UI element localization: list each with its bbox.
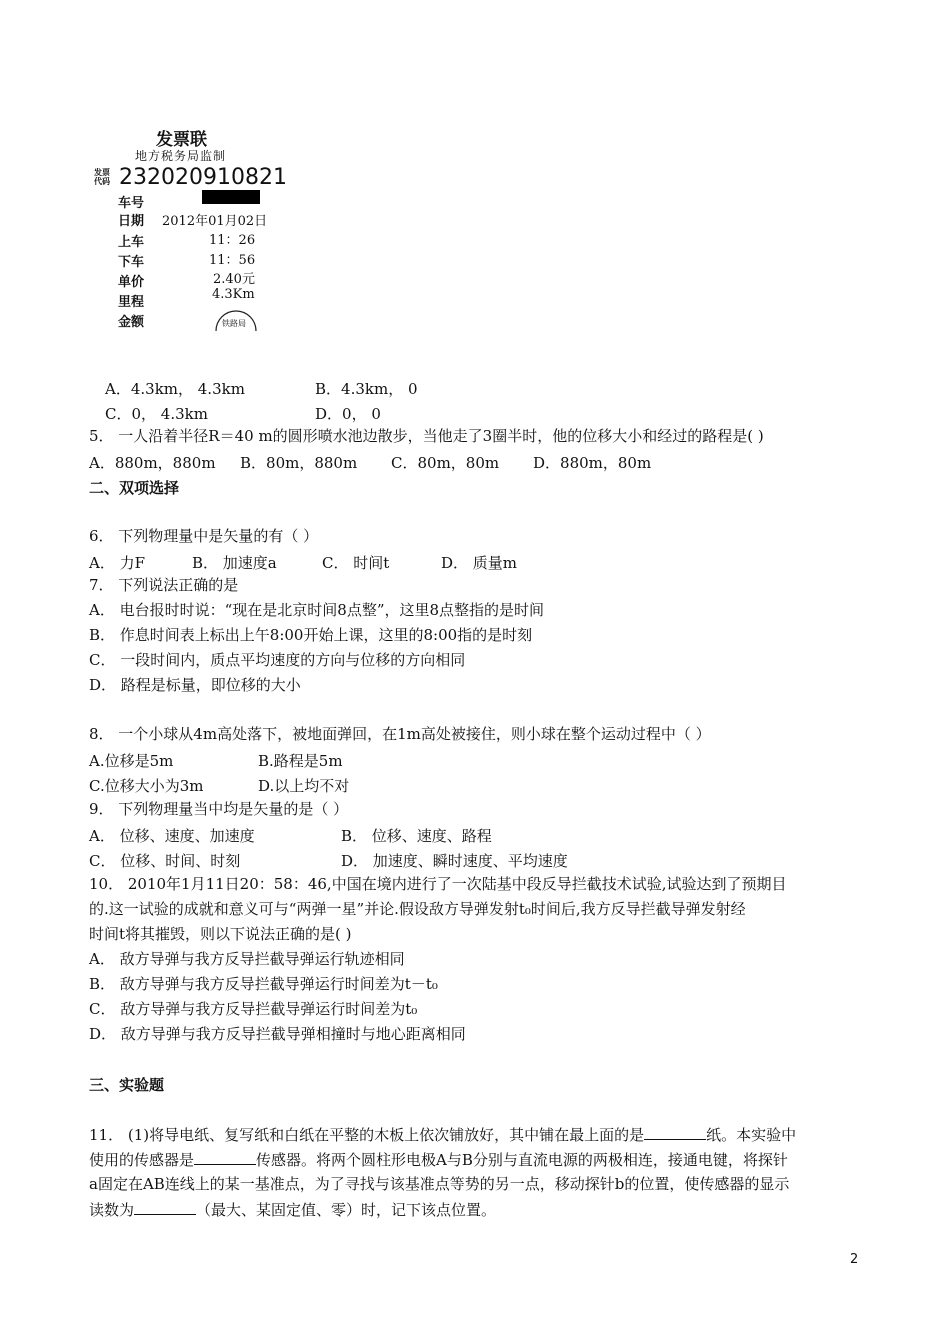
q5-option-d: D．880m，80m <box>533 454 652 472</box>
answer-blank[interactable] <box>134 1200 196 1215</box>
q10-option-b: B． 敌方导弹与我方反导拦截导弹运行时间差为t－t₀ <box>89 975 438 993</box>
q8-option-b: B.路程是5m <box>258 752 343 770</box>
q9-option-b: B． 位移、速度、路程 <box>341 827 492 845</box>
q4-option-a: A．4.3km， 4.3km <box>105 380 245 398</box>
q5-option-c: C．80m，80m <box>391 454 500 472</box>
q10-option-d: D． 敌方导弹与我方反导拦截导弹相撞时与地心距离相同 <box>89 1025 466 1043</box>
receipt-row-value: 2.40元 <box>213 272 255 287</box>
q8-option-c: C.位移大小为3m <box>89 777 204 795</box>
q8-stem: 8． 一个小球从4m高处落下，被地面弹回，在1m高处被接住，则小球在整个运动过程中（ ） <box>89 725 711 743</box>
q4-option-d: D．0， 0 <box>315 405 381 423</box>
q11-line-2: 使用的传感器是 传感器。将两个圆柱形电极A与B分别与直流电源的两极相连，接通电键，将探针 <box>89 1151 788 1169</box>
answer-blank[interactable] <box>194 1150 256 1165</box>
stamp-text: 铁路局 <box>222 319 246 328</box>
redacted-plate-block <box>202 190 260 204</box>
q11-line-1: 11． (1)将导电纸、复写纸和白纸在平整的木板上依次铺放好，其中铺在最上面的是 纸。本实验中 <box>89 1126 797 1144</box>
q6-stem: 6． 下列物理量中是矢量的有（ ） <box>89 527 319 545</box>
q7-option-c: C． 一段时间内，质点平均速度的方向与位移的方向相同 <box>89 651 466 669</box>
receipt-row-label: 日期 <box>118 214 145 229</box>
q4-option-c: C．0， 4.3km <box>105 405 208 423</box>
receipt-row-label: 车号 <box>118 196 145 211</box>
q9-stem: 9． 下列物理量当中均是矢量的是（ ） <box>89 800 349 818</box>
q7-stem: 7． 下列说法正确的是 <box>89 576 239 594</box>
receipt-row-label: 上车 <box>118 235 145 250</box>
receipt-row-label: 单价 <box>118 275 145 290</box>
q8-option-a: A.位移是5m <box>89 752 174 770</box>
q7-option-d: D． 路程是标量，即位移的大小 <box>89 676 301 694</box>
receipt-row-value: 2012年01月02日 <box>162 214 268 229</box>
page-number: 2 <box>850 1252 859 1267</box>
q6-option-b: B． 加速度a <box>192 554 277 572</box>
q7-option-b: B． 作息时间表上标出上午8:00开始上课，这里的8:00指的是时刻 <box>89 626 533 644</box>
q6-option-d: D． 质量m <box>441 554 518 572</box>
q5-stem: 5． 一人沿着半径R＝40 m的圆形喷水池边散步，当他走了3圈半时，他的位移大小和经过的路程是( ) <box>89 427 764 445</box>
receipt-row-value: 11：56 <box>209 253 256 268</box>
receipt-code-label: 发票 代码 <box>94 167 110 186</box>
q7-option-a: A． 电台报时时说：“现在是北京时间8点整”，这里8点整指的是时间 <box>89 601 545 619</box>
q10-option-a: A． 敌方导弹与我方反导拦截导弹运行轨迹相同 <box>89 950 405 968</box>
q9-option-a: A． 位移、速度、加速度 <box>89 827 255 845</box>
q8-option-d: D.以上均不对 <box>258 777 350 795</box>
receipt-row-value: 4.3Km <box>212 287 255 302</box>
receipt-code-number: 232020910821 <box>119 165 287 190</box>
receipt-title: 发票联 <box>156 130 207 150</box>
q5-option-b: B．80m，880m <box>240 454 358 472</box>
stamp-seal <box>213 306 259 332</box>
receipt-row-label: 下车 <box>118 255 145 270</box>
section-heading: 二、双项选择 <box>89 479 180 497</box>
q11-line-4: 读数为 （最大、某固定值、零）时，记下该点位置。 <box>89 1201 497 1219</box>
q10-stem-line-2: 的.这一试验的成就和意义可与“两弹一星”并论.假设敌方导弹发射t₀时间后,我方反导拦截导弹发射经 <box>89 900 746 918</box>
receipt-row-label: 金额 <box>118 315 145 330</box>
q5-option-a: A．880m，880m <box>89 454 216 472</box>
q10-option-c: C． 敌方导弹与我方反导拦截导弹运行时间差为t₀ <box>89 1000 418 1018</box>
q11-line-3: a固定在AB连线上的某一基准点，为了寻找与该基准点等势的另一点，移动探针b的位置，使传感器的显示 <box>89 1175 790 1193</box>
q9-option-d: D． 加速度、瞬时速度、平均速度 <box>341 852 568 870</box>
q10-stem-line-3: 时间t将其摧毁，则以下说法正确的是( ) <box>89 925 352 943</box>
answer-blank[interactable] <box>644 1125 706 1140</box>
q6-option-a: A． 力F <box>89 554 146 572</box>
q10-stem-line-1: 10． 2010年1月11日20：58：46,中国在境内进行了一次陆基中段反导拦截技术试验,试验达到了预期目 <box>89 875 787 893</box>
receipt-subtitle: 地方税务局监制 <box>135 149 227 163</box>
section-heading: 三、实验题 <box>89 1076 165 1094</box>
receipt-row-label: 里程 <box>118 295 145 310</box>
q9-option-c: C． 位移、时间、时刻 <box>89 852 241 870</box>
q6-option-c: C． 时间t <box>322 554 390 572</box>
receipt-row-value: 11：26 <box>209 233 256 248</box>
q4-option-b: B．4.3km， 0 <box>315 380 418 398</box>
